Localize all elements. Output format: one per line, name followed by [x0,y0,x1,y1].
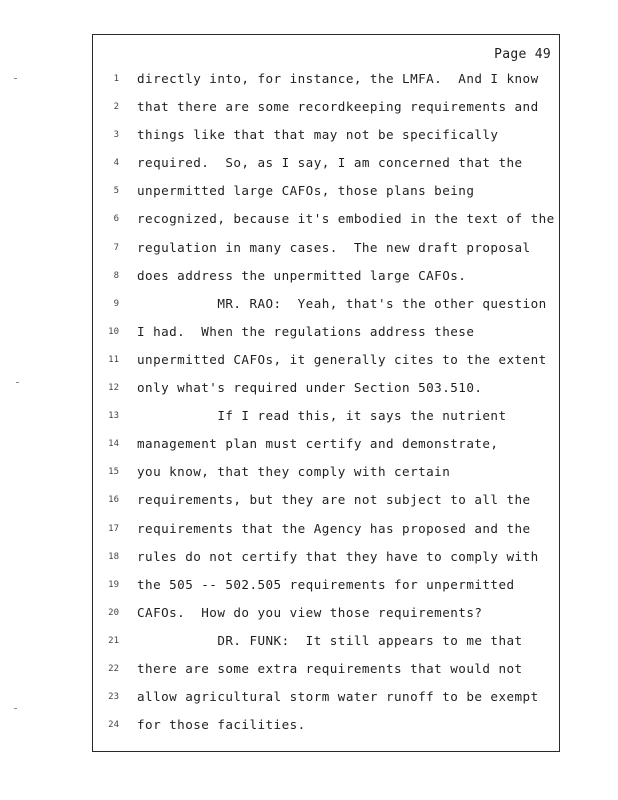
transcript-line [93,121,559,149]
line-number: 13 [108,411,119,422]
line-text: MR. RAO: Yeah, that's the other question [137,295,547,311]
line-number: 12 [108,383,119,394]
transcript-line [93,234,559,262]
line-number: 10 [108,326,119,337]
transcript-line [93,599,559,627]
line-text: I had. When the regulations address these [137,323,475,339]
line-number: 20 [108,607,119,618]
line-text: unpermitted large CAFOs, those plans being [137,183,475,199]
transcript-line [93,318,559,346]
line-text: that there are some recordkeeping requirements and [137,99,539,115]
line-number: 23 [108,692,119,703]
line-number: 16 [108,495,119,506]
line-text: there are some extra requirements that would not [137,660,523,676]
line-number: 7 [113,242,119,253]
transcript-line [93,290,559,318]
transcript-line [93,402,559,430]
line-number: 21 [108,635,119,646]
line-text: regulation in many cases. The new draft proposal [137,239,531,255]
transcript-line [93,205,559,233]
transcript-line [93,93,559,121]
line-number: 4 [113,158,119,169]
transcript-line [93,177,559,205]
line-text: for those facilities. [137,717,306,733]
transcript-line [93,149,559,177]
line-number: 18 [108,551,119,562]
line-number: 8 [113,270,119,281]
line-text: requirements that the Agency has proposed and the [137,520,531,536]
line-number: 15 [108,467,119,478]
line-number: 24 [108,720,119,731]
line-number: 3 [113,130,119,141]
transcript-line [93,374,559,402]
transcript-line [93,486,559,514]
scan-speck [14,78,17,79]
line-text: DR. FUNK: It still appears to me that [137,632,523,648]
line-text: things like that that may not be specifically [137,127,499,143]
transcript-line [93,655,559,683]
line-number: 19 [108,579,119,590]
line-text: recognized, because it's embodied in the text of the [137,211,555,227]
line-text: management plan must certify and demonstrate, [137,436,499,452]
line-number: 11 [108,354,119,365]
line-text: does address the unpermitted large CAFOs. [137,267,467,283]
transcript-line [93,262,559,290]
line-text: If I read this, it says the nutrient [137,408,507,424]
line-text: CAFOs. How do you view those requirements? [137,604,483,620]
line-text: the 505 -- 502.505 requirements for unpermitted [137,576,515,592]
line-text: required. So, as I say, I am concerned that the [137,155,523,171]
line-number: 17 [108,523,119,534]
line-number: 9 [113,298,119,309]
transcript-line [93,627,559,655]
line-text: unpermitted CAFOs, it generally cites to the extent [137,351,547,367]
transcript-line [93,458,559,486]
transcript-line [93,711,559,739]
line-text: directly into, for instance, the LMFA. And I know [137,71,539,86]
line-number: 5 [113,186,119,197]
line-number: 1 [113,74,119,84]
scan-speck [14,708,17,709]
transcript-line [93,430,559,458]
line-text: you know, that they comply with certain [137,464,451,480]
line-text: only what's required under Section 503.510. [137,380,483,396]
page-number: Page 49 [494,47,551,62]
line-number: 14 [108,439,119,450]
transcript-line [93,543,559,571]
line-text: requirements, but they are not subject to all the [137,492,531,508]
transcript-page [92,34,560,752]
transcript-line [93,571,559,599]
transcript-line [93,515,559,543]
transcript-line [93,346,559,374]
transcript-line [93,65,559,93]
scan-speck [16,382,19,383]
line-text: rules do not certify that they have to comply with [137,548,539,564]
transcript-lines [93,65,559,739]
transcript-line [93,683,559,711]
line-number: 2 [113,102,119,113]
line-number: 22 [108,663,119,674]
line-number: 6 [113,214,119,225]
line-text: allow agricultural storm water runoff to be exempt [137,689,539,705]
